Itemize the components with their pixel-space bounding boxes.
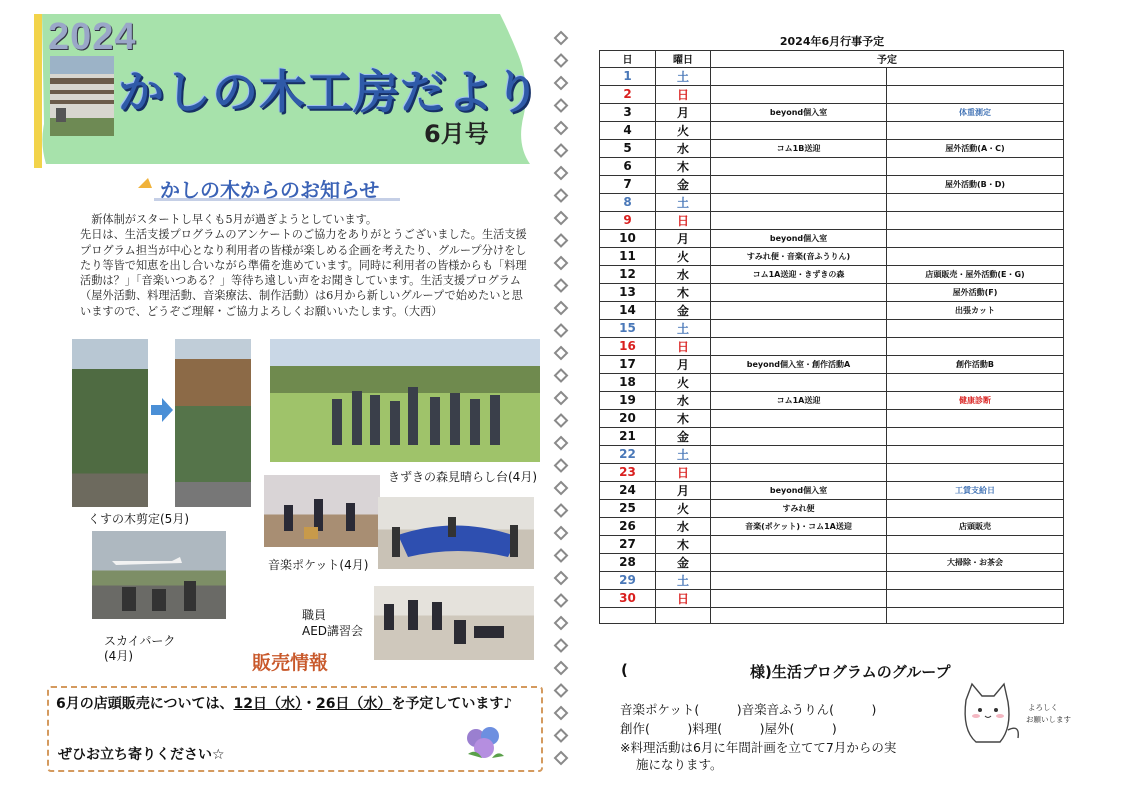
schedule-plan-a [711, 193, 887, 211]
schedule-day: 21 [600, 427, 656, 445]
schedule-row [600, 553, 1064, 571]
photo-kizuki-forest [270, 339, 540, 462]
schedule-plan-b: 大掃除・お茶会 [887, 553, 1064, 571]
photo-aed-training [374, 586, 534, 660]
schedule-day: 3 [600, 103, 656, 121]
group-title: 様)生活プログラムのグループ [750, 663, 951, 681]
schedule-plan-b [887, 157, 1064, 175]
schedule-plan-a [711, 67, 887, 85]
schedule-weekday: 金 [656, 553, 711, 571]
sales-heading: 販売情報 [252, 652, 329, 674]
schedule-plan-a [711, 85, 887, 103]
schedule-plan-b [887, 67, 1064, 85]
schedule-plan-b: 健康診断 [887, 391, 1064, 409]
schedule-plan-b: 工賃支給日 [887, 481, 1064, 499]
schedule-day: 23 [600, 463, 656, 481]
schedule-plan-a: コム1A送迎・きずきの森 [711, 265, 887, 283]
schedule-plan-b [887, 427, 1064, 445]
caption-aed-line2: AED講習会 [302, 624, 364, 638]
schedule-row [600, 337, 1064, 355]
header-weekday: 曜日 [656, 51, 711, 68]
issue-label: 6月号 [424, 120, 489, 148]
divider-diamond [555, 617, 567, 629]
caption-aed-line1: 職員 [302, 608, 327, 622]
caption-sky-line1: スカイパーク [104, 634, 176, 648]
divider-diamond [555, 347, 567, 359]
divider-diamond [555, 752, 567, 764]
divider-diamond [555, 212, 567, 224]
schedule-day [600, 607, 656, 624]
schedule-day: 19 [600, 391, 656, 409]
schedule-plan-a [711, 571, 887, 589]
schedule-header-row [600, 51, 1064, 68]
schedule-plan-b [887, 229, 1064, 247]
divider-diamond [555, 595, 567, 607]
schedule-weekday: 月 [656, 229, 711, 247]
header-day: 日 [600, 51, 656, 68]
cat-mascot [956, 680, 1071, 752]
divider-diamond [555, 190, 567, 202]
schedule-plan-b [887, 337, 1064, 355]
divider-diamond [555, 32, 567, 44]
schedule-plan-b: 店頭販売・屋外活動(E・G) [887, 265, 1064, 283]
schedule-weekday: 火 [656, 373, 711, 391]
divider-diamond [555, 325, 567, 337]
schedule-row [600, 481, 1064, 499]
sales-date-12: 12日（水） [233, 696, 302, 712]
divider-diamond [555, 730, 567, 742]
horn-icon [138, 178, 152, 188]
divider-diamond [555, 302, 567, 314]
hydrangea-icon [462, 724, 508, 766]
year-label: 2024 [48, 16, 137, 58]
sales-line1-prefix: 6月の店頭販売については、 [56, 696, 234, 712]
schedule-plan-a [711, 409, 887, 427]
schedule-weekday: 土 [656, 445, 711, 463]
photo-sky-park [92, 531, 226, 619]
schedule-day: 29 [600, 571, 656, 589]
schedule-day: 28 [600, 553, 656, 571]
schedule-plan-b: 屋外活動(A・C) [887, 139, 1064, 157]
schedule-day: 26 [600, 517, 656, 535]
divider-diamond [555, 235, 567, 247]
schedule-plan-b [887, 535, 1064, 553]
divider-diamond [555, 370, 567, 382]
group-note-line2: 施になります。 [636, 757, 723, 772]
schedule-weekday: 金 [656, 427, 711, 445]
schedule-weekday: 火 [656, 247, 711, 265]
schedule-plan-b: 出張カット [887, 301, 1064, 319]
schedule-row [600, 499, 1064, 517]
schedule-plan-a [711, 301, 887, 319]
schedule-plan-a [711, 283, 887, 301]
mascot-text-2: お願いします [1026, 715, 1071, 724]
schedule-weekday [656, 607, 711, 624]
schedule-row [600, 373, 1064, 391]
header-plan: 予定 [711, 51, 1064, 68]
schedule-plan-a: すみれ便 [711, 499, 887, 517]
schedule-plan-b [887, 571, 1064, 589]
schedule-plan-b [887, 85, 1064, 103]
schedule-row [600, 445, 1064, 463]
notice-paragraph: 新体制がスタートし早くも5月が過ぎようとしています。 [91, 213, 378, 226]
schedule-day: 1 [600, 67, 656, 85]
photo-tree-before [72, 339, 148, 507]
schedule-row [600, 535, 1064, 553]
schedule-row [600, 589, 1064, 607]
schedule-day: 17 [600, 355, 656, 373]
schedule-table [599, 50, 1064, 624]
schedule-plan-b: 創作活動B [887, 355, 1064, 373]
group-line-creative: 創作( )料理( )屋外( ) [620, 721, 837, 736]
schedule-weekday: 日 [656, 589, 711, 607]
schedule-row [600, 139, 1064, 157]
schedule-weekday: 土 [656, 193, 711, 211]
divider-diamond [555, 280, 567, 292]
divider-diamond [555, 662, 567, 674]
schedule-plan-b [887, 463, 1064, 481]
group-line-music: 音楽ポケット( )音楽音ふうりん( ) [620, 702, 877, 717]
schedule-plan-b: 屋外活動(F) [887, 283, 1064, 301]
schedule-weekday: 土 [656, 67, 711, 85]
schedule-plan-b [887, 319, 1064, 337]
schedule-row [600, 319, 1064, 337]
schedule-row [600, 283, 1064, 301]
schedule-row [600, 85, 1064, 103]
divider-diamond [555, 572, 567, 584]
schedule-day: 30 [600, 589, 656, 607]
divider-diamond [555, 415, 567, 427]
schedule-weekday: 日 [656, 211, 711, 229]
schedule-plan-a: 音楽(ポケット)・コム1A送迎 [711, 517, 887, 535]
schedule-plan-a: beyond個入室 [711, 481, 887, 499]
schedule-day: 15 [600, 319, 656, 337]
schedule-plan-a [711, 175, 887, 193]
schedule-row [600, 265, 1064, 283]
divider-diamond [555, 257, 567, 269]
divider-diamond [555, 707, 567, 719]
schedule-weekday: 日 [656, 337, 711, 355]
schedule-plan-a: beyond個入室・創作活動A [711, 355, 887, 373]
schedule-day: 4 [600, 121, 656, 139]
schedule-plan-b [887, 409, 1064, 427]
column-divider [552, 28, 570, 768]
schedule-plan-a: コム1B送迎 [711, 139, 887, 157]
schedule-day: 16 [600, 337, 656, 355]
schedule-plan-b [887, 445, 1064, 463]
schedule-plan-a [711, 607, 887, 624]
schedule-plan-b: 店頭販売 [887, 517, 1064, 535]
schedule-plan-a [711, 319, 887, 337]
schedule-row [600, 607, 1064, 624]
schedule-row [600, 427, 1064, 445]
schedule-plan-a [711, 211, 887, 229]
schedule-weekday: 木 [656, 283, 711, 301]
schedule-plan-b [887, 211, 1064, 229]
arrow-right-icon [151, 398, 173, 422]
schedule-weekday: 月 [656, 481, 711, 499]
schedule-weekday: 水 [656, 391, 711, 409]
divider-diamond [555, 122, 567, 134]
divider-diamond [555, 685, 567, 697]
schedule-weekday: 木 [656, 157, 711, 175]
schedule-plan-a [711, 535, 887, 553]
divider-diamond [555, 392, 567, 404]
schedule-plan-a: beyond個入室 [711, 103, 887, 121]
schedule-day: 18 [600, 373, 656, 391]
divider-diamond [555, 527, 567, 539]
schedule-plan-a [711, 121, 887, 139]
divider-diamond [555, 550, 567, 562]
schedule-weekday: 土 [656, 571, 711, 589]
divider-diamond [555, 77, 567, 89]
schedule-day: 13 [600, 283, 656, 301]
schedule-row [600, 157, 1064, 175]
schedule-day: 20 [600, 409, 656, 427]
schedule-row [600, 247, 1064, 265]
divider-diamond [555, 460, 567, 472]
mascot-text-1: よろしく [1028, 703, 1058, 712]
schedule-day: 8 [600, 193, 656, 211]
schedule-day: 7 [600, 175, 656, 193]
schedule-weekday: 月 [656, 103, 711, 121]
divider-diamond [555, 145, 567, 157]
schedule-weekday: 木 [656, 409, 711, 427]
divider-diamond [555, 437, 567, 449]
schedule-weekday: 火 [656, 121, 711, 139]
schedule-plan-b [887, 193, 1064, 211]
schedule-plan-b [887, 247, 1064, 265]
schedule-plan-b [887, 589, 1064, 607]
schedule-plan-a [711, 463, 887, 481]
divider-diamond [555, 505, 567, 517]
schedule-day: 24 [600, 481, 656, 499]
schedule-plan-a [711, 337, 887, 355]
schedule-weekday: 木 [656, 535, 711, 553]
sales-line1 [56, 696, 536, 713]
schedule-day: 2 [600, 85, 656, 103]
schedule-day: 27 [600, 535, 656, 553]
schedule-plan-a: コム1A送迎 [711, 391, 887, 409]
schedule-day: 10 [600, 229, 656, 247]
schedule-row [600, 517, 1064, 535]
schedule-day: 9 [600, 211, 656, 229]
schedule-day: 11 [600, 247, 656, 265]
sales-line2: ぜひお立ち寄りください☆ [58, 747, 225, 763]
schedule-row [600, 409, 1064, 427]
divider-diamond [555, 100, 567, 112]
schedule-plan-a [711, 445, 887, 463]
schedule-plan-b: 体重測定 [887, 103, 1064, 121]
schedule-row [600, 391, 1064, 409]
sales-line1-suffix: を予定しています♪ [391, 696, 513, 712]
schedule-day: 6 [600, 157, 656, 175]
caption-sky-line2: (4月) [104, 649, 133, 663]
schedule-row [600, 355, 1064, 373]
schedule-weekday: 金 [656, 301, 711, 319]
photo-music-pocket [264, 475, 380, 547]
caption-kusunoki: くすの木剪定(5月) [88, 512, 189, 526]
notice-paragraph: 先日は、生活支援プログラムのアンケートのご協力をありがとうございました。生活支援プログラム担当が中心となり利用者の皆様が楽しめる企画を考えたり、グループ分けをしたり等皆で知恵を出し合いながら準備を進めています。同時に利用者の皆様からも「料理活動は？」「音楽いつある？」等待ち遠しい声をお聞きしています。生活支援プログラム（屋外活動、料理活動、音楽療法、制作活動）は6月から新しいグループで始めたいと思いますので、どうぞご理解・ご協力よろしくお願いいたします。（大西） [80, 228, 527, 318]
building-photo [50, 56, 114, 136]
group-title-left: ( [621, 661, 628, 679]
schedule-row [600, 67, 1064, 85]
schedule-plan-b: 屋外活動(B・D) [887, 175, 1064, 193]
schedule-day: 22 [600, 445, 656, 463]
divider-diamond [555, 55, 567, 67]
schedule-plan-b [887, 121, 1064, 139]
schedule-weekday: 水 [656, 265, 711, 283]
schedule-weekday: 土 [656, 319, 711, 337]
schedule-weekday: 月 [656, 355, 711, 373]
schedule-row [600, 103, 1064, 121]
schedule-weekday: 水 [656, 139, 711, 157]
notice-body [80, 212, 528, 319]
schedule-row [600, 175, 1064, 193]
schedule-plan-a [711, 373, 887, 391]
schedule-plan-b [887, 499, 1064, 517]
schedule-plan-b [887, 373, 1064, 391]
schedule-row [600, 301, 1064, 319]
newsletter-title: かしの木工房だより [118, 65, 541, 119]
divider-diamond [555, 167, 567, 179]
schedule-plan-a [711, 427, 887, 445]
schedule-title: 2024年6月行事予定 [779, 35, 885, 48]
schedule-row [600, 121, 1064, 139]
divider-diamond [555, 482, 567, 494]
photo-tree-after [175, 339, 251, 507]
schedule-weekday: 水 [656, 517, 711, 535]
schedule-day: 5 [600, 139, 656, 157]
schedule-row [600, 229, 1064, 247]
photo-parachute-activity [378, 497, 534, 569]
schedule-day: 14 [600, 301, 656, 319]
schedule-weekday: 火 [656, 499, 711, 517]
schedule-row [600, 463, 1064, 481]
schedule-plan-a [711, 157, 887, 175]
schedule-plan-a: beyond個入室 [711, 229, 887, 247]
schedule-row [600, 211, 1064, 229]
caption-music: 音楽ポケット(4月) [268, 558, 369, 572]
schedule-weekday: 日 [656, 85, 711, 103]
divider-diamond [555, 640, 567, 652]
sales-date-26: 26日（水） [315, 696, 392, 712]
schedule-plan-b [887, 607, 1064, 624]
schedule-weekday: 日 [656, 463, 711, 481]
notice-heading: かしの木からのお知らせ [160, 178, 380, 202]
schedule-day: 12 [600, 265, 656, 283]
schedule-weekday: 金 [656, 175, 711, 193]
schedule-plan-a: すみれ便・音楽(音ふうりん) [711, 247, 887, 265]
sales-separator: ・ [301, 696, 316, 712]
caption-kizuki: きずきの森見晴らし台(4月) [388, 470, 537, 484]
schedule-day: 25 [600, 499, 656, 517]
schedule-plan-a [711, 553, 887, 571]
schedule-row [600, 571, 1064, 589]
schedule-row [600, 193, 1064, 211]
schedule-plan-a [711, 589, 887, 607]
group-note-line1: ※料理活動は6月に年間計画を立てて7月からの実 [620, 740, 897, 755]
